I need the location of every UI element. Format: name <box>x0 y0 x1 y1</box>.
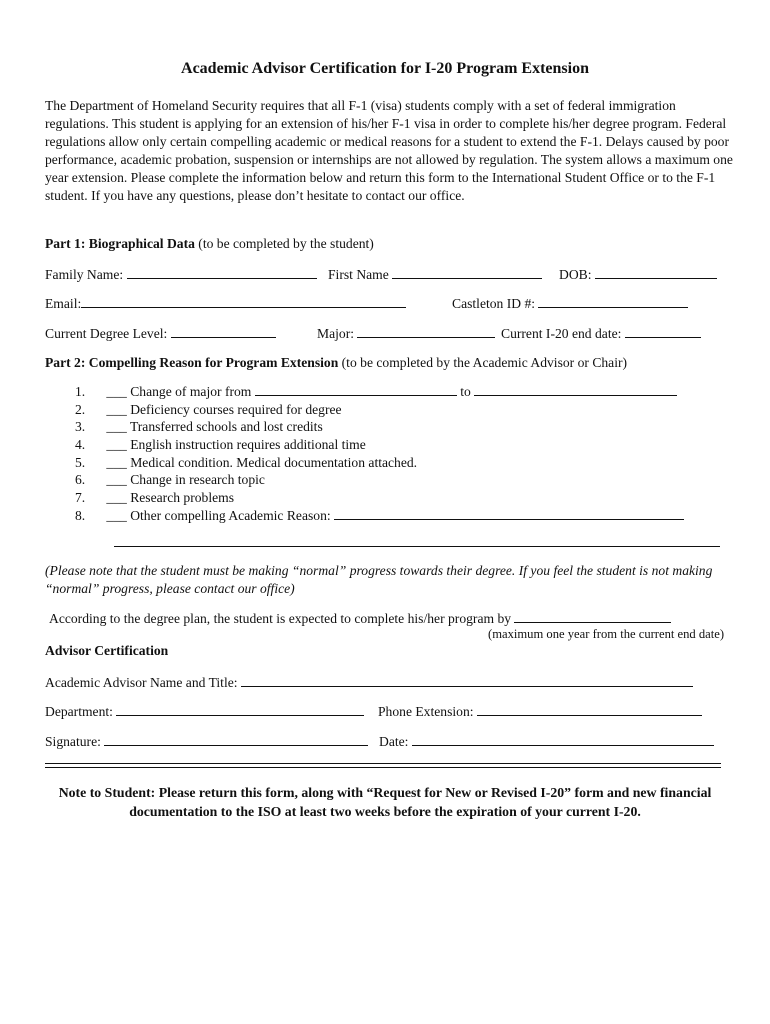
other-reason-continuation-field[interactable] <box>114 536 720 547</box>
reason-label: English instruction requires additional time <box>130 437 366 453</box>
reason-checkbox[interactable]: ___ <box>106 419 127 435</box>
reason-label: Change in research topic <box>130 472 265 488</box>
reason-checkbox[interactable]: ___ <box>106 507 127 523</box>
section-divider <box>45 763 721 768</box>
reason-number: 8. <box>75 507 86 523</box>
reason-checkbox[interactable]: ___ <box>106 384 127 399</box>
family-name-field[interactable] <box>127 266 317 279</box>
reason-item-8 <box>75 507 684 525</box>
part1-heading-line <box>45 236 374 252</box>
part1-note: (to be completed by the student) <box>198 236 374 251</box>
part2-note: (to be completed by the Academic Advisor or Chair) <box>341 355 628 370</box>
expected-completion-note: (maximum one year from the current end date) <box>488 627 725 641</box>
first-name-label: First Name <box>328 267 389 282</box>
date-row <box>379 733 714 750</box>
reason-checkbox[interactable]: ___ <box>106 401 127 417</box>
reason-label: Transferred schools and lost credits <box>129 419 323 435</box>
form-title: Academic Advisor Certification for I-20 Program Extension <box>181 60 589 77</box>
reason-checkbox[interactable]: ___ <box>106 472 127 488</box>
footer-note: Note to Student: Please return this form, along with “Request for New or Revised I-20” form and new financial documentation to the ISO at least two weeks before the expiration of your current I-20. <box>58 785 712 819</box>
reason-item-5 <box>75 454 684 472</box>
reason-label: Change of major from <box>130 384 252 399</box>
reason-number: 3. <box>75 419 86 435</box>
major-to-field[interactable] <box>474 383 677 396</box>
degree-level-label: Current Degree Level: <box>45 326 168 341</box>
castleton-id-label: Castleton ID #: <box>452 296 536 311</box>
reason-checkbox[interactable]: ___ <box>106 454 127 470</box>
reason-item-2 <box>75 401 684 419</box>
reason-item-7 <box>75 489 684 507</box>
email-field[interactable] <box>81 295 406 308</box>
reason-item-3 <box>75 418 684 436</box>
phone-label: Phone Extension: <box>378 704 474 719</box>
email-label: Email: <box>45 296 82 311</box>
major-row <box>317 325 495 342</box>
expected-completion-field[interactable] <box>514 610 671 623</box>
department-label: Department: <box>45 704 113 719</box>
part2-heading: Part 2: Compelling Reason for Program Extension <box>45 355 339 370</box>
reason-number: 6. <box>75 472 86 488</box>
part1-heading: Part 1: Biographical Data <box>45 236 195 251</box>
advisor-name-row <box>45 674 693 691</box>
expected-completion-row <box>49 610 671 627</box>
reason-checkbox[interactable]: ___ <box>106 490 127 506</box>
intro-paragraph: The Department of Homeland Security requires that all F-1 (visa) students comply with a set of federal immigration regulations. This student is applying for an extension of his/her F-1 visa in order to complete his/her degree program. Federal regulations allow only certain compelling academic or medical reasons for a student to extend the F-1. Delays caused by poor performance, academic probation, suspension or internships are not allowed by regulation. The system allows a maximum one year extension. Please complete the information below and return this form to the International Student Office or to the F-1 student. If you have any questions, please don’t hesitate to contact our office. <box>45 98 733 203</box>
department-row <box>45 703 364 720</box>
first-name-field[interactable] <box>392 266 542 279</box>
expected-completion-label: According to the degree plan, the student is expected to complete his/her program by <box>49 611 512 626</box>
progress-note: (Please note that the student must be making “normal” progress towards their degree. If you feel the student is not making “normal” progress, please contact our office) <box>45 563 713 596</box>
family-name-label: Family Name: <box>45 267 124 282</box>
date-label: Date: <box>379 734 409 749</box>
family-name-row <box>45 266 317 283</box>
signature-field[interactable] <box>104 733 368 746</box>
degree-level-field[interactable] <box>171 325 276 338</box>
phone-field[interactable] <box>477 703 702 716</box>
signature-label: Signature: <box>45 734 101 749</box>
first-name-row <box>328 266 542 283</box>
advisor-name-label: Academic Advisor Name and Title: <box>45 675 238 690</box>
phone-row <box>378 703 702 720</box>
reason-checkbox[interactable]: ___ <box>106 437 127 453</box>
reasons-list <box>75 383 684 525</box>
dob-row <box>559 266 717 283</box>
reason-label: Research problems <box>130 490 235 506</box>
major-from-field[interactable] <box>255 383 457 396</box>
reason-label: Deficiency courses required for degree <box>130 401 342 417</box>
reason-item-1 <box>75 383 684 401</box>
reason-label: Medical condition. Medical documentation attached. <box>130 454 418 470</box>
degree-level-row <box>45 325 276 342</box>
reason-number: 4. <box>75 437 86 453</box>
reason-to-label: to <box>460 384 471 399</box>
dob-label: DOB: <box>559 267 592 282</box>
reason-label: Other compelling Academic Reason: <box>130 507 331 523</box>
major-field[interactable] <box>357 325 495 338</box>
advisor-heading: Advisor Certification <box>45 643 169 658</box>
other-reason-field[interactable] <box>334 507 684 520</box>
castleton-id-row <box>452 295 688 312</box>
email-row <box>45 295 406 312</box>
reason-item-4 <box>75 436 684 454</box>
reason-number: 1. <box>75 384 86 399</box>
department-field[interactable] <box>116 703 364 716</box>
castleton-id-field[interactable] <box>538 295 688 308</box>
reason-item-6 <box>75 471 684 489</box>
i20-end-date-field[interactable] <box>625 325 701 338</box>
part2-heading-line <box>45 355 627 371</box>
reason-number: 7. <box>75 490 86 506</box>
dob-field[interactable] <box>595 266 717 279</box>
major-label: Major: <box>317 326 354 341</box>
signature-row <box>45 733 368 750</box>
advisor-name-field[interactable] <box>241 674 693 687</box>
date-field[interactable] <box>412 733 714 746</box>
i20-end-date-row <box>501 325 701 342</box>
reason-number: 2. <box>75 401 86 417</box>
reason-number: 5. <box>75 454 86 470</box>
i20-end-date-label: Current I-20 end date: <box>501 326 622 341</box>
